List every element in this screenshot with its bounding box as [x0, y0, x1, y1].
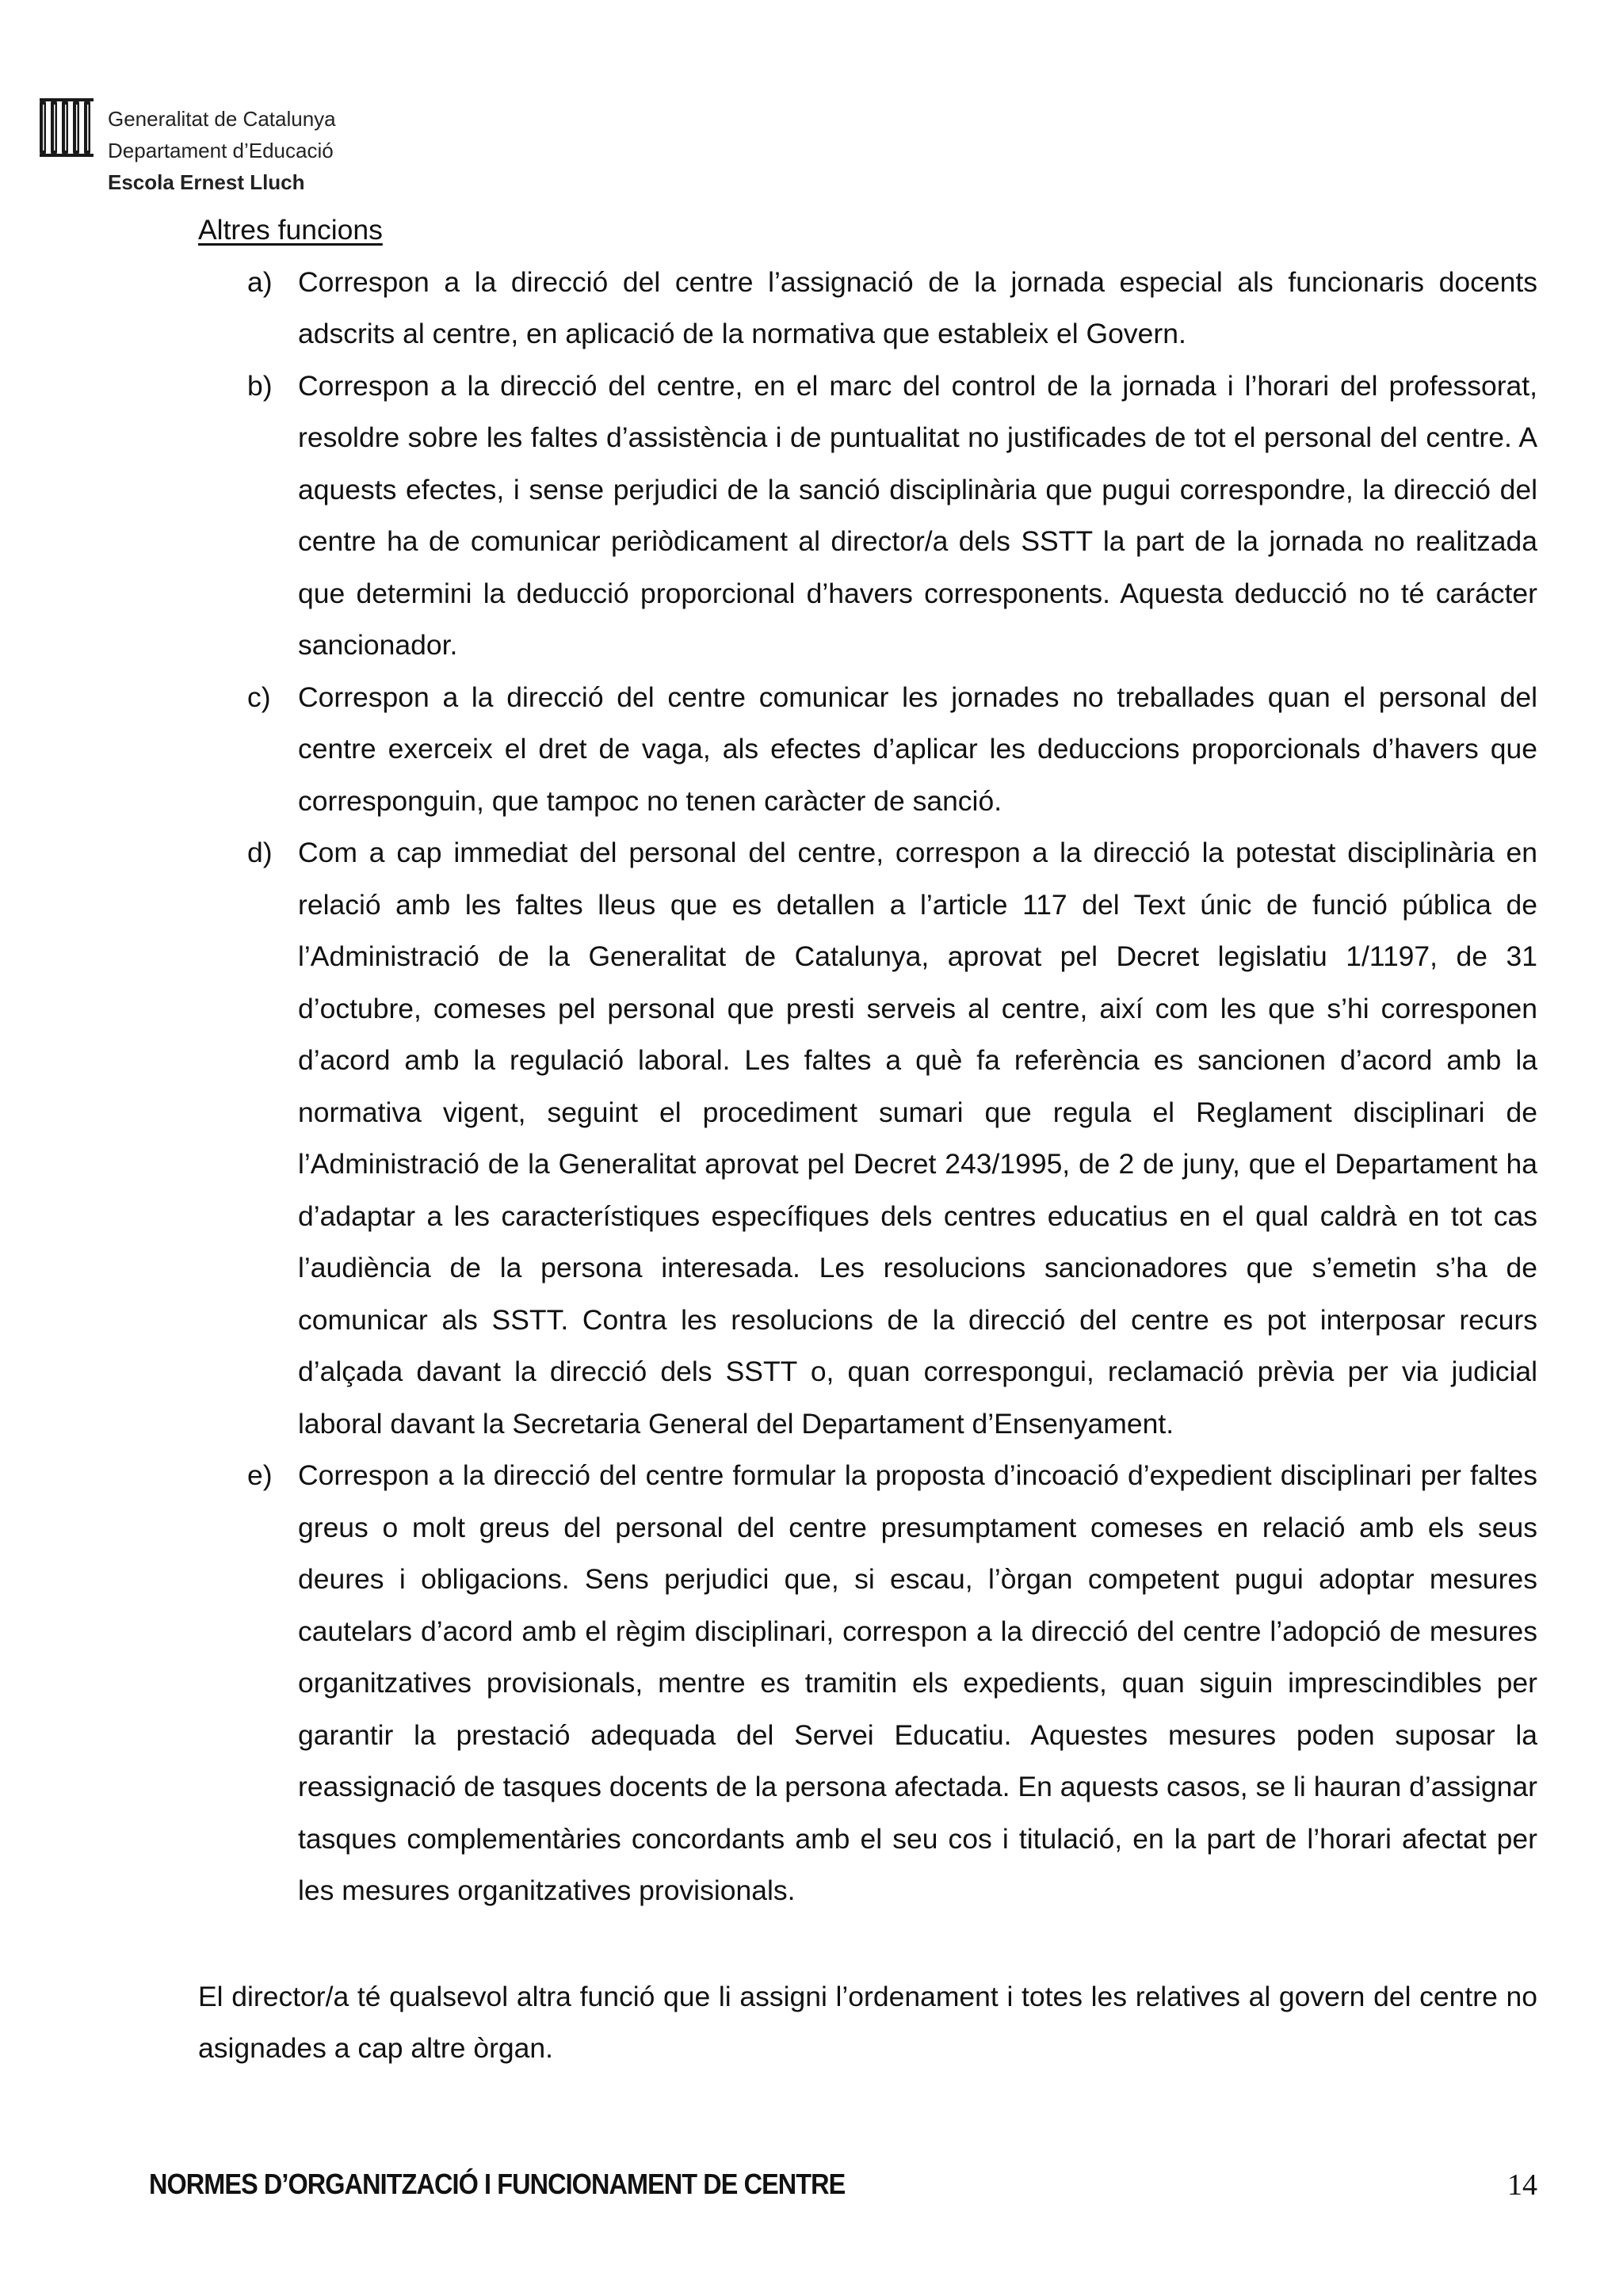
list-item-text: Com a cap immediat del personal del centre, correspon a la direcció la potestat disciplinària en relació amb les faltes lleus que es detallen a l’article 117 del Text únic de funció pública de l’Administració de la Generalitat de Catalunya, aprovat pel Decret legislatiu 1/1197, de 31 d’octubre, comeses pel personal que presti serveis al centre, així com les que s’hi corresponen d’acord amb la regulació laboral. Les faltes a què fa referència es sancionen d’acord amb la normativa vigent, seguint el procediment sumari que regula el Reglament disciplinari de l’Administració de la Generalitat aprovat pel Decret 243/1995, de 2 de juny, que el Departament ha d’adaptar a les característiques específiques dels centres educatius en el qual caldrà en tot cas l’audiència de la persona interesada. Les resolucions sancionadores que s’emetin s’ha de comunicar als SSTT. Contra les resolucions de la direcció del centre es pot interposar recurs d’alçada davant la direcció dels SSTT o, quan correspongui, reclamació prèvia per via judicial laboral davant la Secretaria General del Departament d’Ensenyament.: [298, 837, 1537, 1440]
document-footer: [149, 2168, 1537, 2215]
page-number: 14: [1507, 2168, 1537, 2202]
list-item-text: Correspon a la direcció del centre, en el marc del control de la jornada i l’horari del professorat, resoldre sobre les faltes d’assistència i de puntualitat no justificades de tot el personal del centre. A aquests efectes, i sense perjudici de la sanció disciplinària que pugui correspondre, la direcció del centre ha de comunicar periòdicament al director/a dels SSTT la part de la jornada no realitzada que determini la deducció proporcional d’havers corresponents. Aquesta deducció no té carácter sancionador.: [298, 369, 1537, 661]
list-item: [198, 1450, 1537, 1917]
list-marker: d): [247, 837, 273, 868]
org-name: Generalitat de Catalunya: [108, 107, 336, 131]
footer-title: NORMES D’ORGANITZACIÓ I FUNCIONAMENT DE CENTRE: [149, 2168, 846, 2200]
closing-paragraph: El director/a té qualsevol altra funció que li assigni l’ordenament i totes les relatives al govern del centre no asignades a cap altre òrgan.: [198, 1980, 1537, 2064]
list-marker: e): [247, 1459, 273, 1491]
department-name: Departament d’Educació: [108, 139, 334, 162]
list-item-text: Correspon a la direcció del centre formular la proposta d’incoació d’expedient disciplinari per faltes greus o molt greus del personal del centre presumptament comeses en relació amb els seus deures i obligacions. Sens perjudici que, si escau, l’òrgan competent pugui adoptar mesures cautelars d’acord amb el règim disciplinari, correspon a la direcció del centre l’adopció de mesures organitzatives provisionals, mentre es tramitin els expedients, quan siguin imprescindibles per garantir la prestació adequada del Servei Educatiu. Aquestes mesures poden suposar la reassignació de tasques docents de la persona afectada. En aquests casos, se li hauran d’assignar tasques complementàries concordants amb el seu cos i titulació, en la part de l’horari afectat per les mesures organitzatives provisionals.: [298, 1459, 1537, 1906]
organization-block: [108, 103, 336, 198]
list-item: [198, 360, 1537, 672]
list-marker: b): [247, 369, 273, 402]
list-item: [198, 827, 1537, 1450]
section-title: Altres funcions: [198, 214, 383, 246]
document-body: [198, 204, 1537, 2103]
list-item: [198, 672, 1537, 828]
list-item-text: Correspon a la direcció del centre l’assignació de la jornada especial als funcionaris docents adscrits al centre, en aplicació de la normativa que estableix el Govern.: [298, 265, 1537, 349]
generalitat-stripes-icon: [35, 95, 98, 160]
list-item-text: Correspon a la direcció del centre comunicar les jornades no treballades quan el personal del centre exerceix el dret de vaga, als efectes d’aplicar les deduccions proporcionals d’havers que corresponguin, que tampoc no tenen caràcter de sanció.: [298, 681, 1537, 817]
school-name: Escola Ernest Lluch: [108, 170, 305, 194]
list-marker: c): [247, 681, 271, 713]
list-item: [198, 257, 1537, 360]
document-header: [35, 95, 510, 198]
list-marker: a): [247, 265, 273, 298]
functions-list: [198, 257, 1537, 1917]
